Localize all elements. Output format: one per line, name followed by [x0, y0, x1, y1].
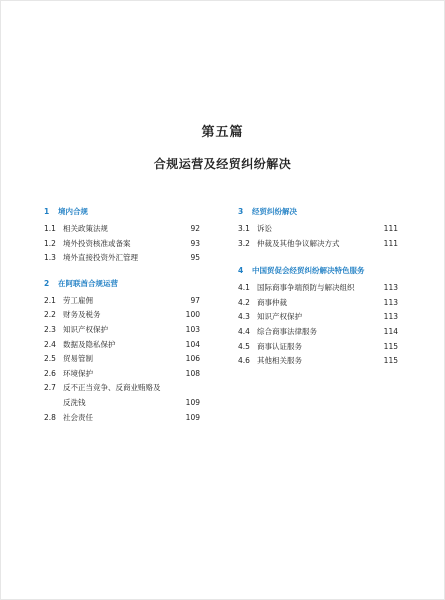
entry-title: 劳工雇佣 [63, 295, 93, 305]
entry-title: 相关政策法规 [63, 224, 108, 233]
entry-title: 数据及隐私保护 [63, 339, 116, 349]
part-title: 第五篇 [201, 125, 244, 140]
entry-number: 4.1 [238, 283, 250, 293]
toc-section-heading [238, 265, 398, 276]
entry-number: 2.2 [44, 310, 56, 320]
entry-title: 境外投资核准或备案 [63, 238, 131, 248]
entry-page: 109 [185, 397, 200, 407]
toc-entry[interactable] [44, 294, 200, 309]
entry-page: 100 [185, 310, 200, 320]
section-number: 2 [44, 278, 50, 288]
entry-page: 108 [185, 368, 200, 378]
toc-entry[interactable] [44, 237, 200, 252]
entry-number: 2.4 [44, 339, 56, 349]
entry-page: 115 [383, 341, 398, 351]
toc-entry[interactable] [238, 281, 398, 296]
entry-page: 93 [190, 238, 200, 248]
entry-number: 1.3 [44, 253, 56, 263]
entry-page: 97 [190, 295, 200, 305]
chapter-title: 合规运营及经贸纠纷解决 [153, 157, 292, 171]
entry-page: 113 [383, 297, 398, 307]
entry-number: 4.5 [238, 341, 250, 351]
entry-title: 诉讼 [257, 224, 272, 233]
section-title: 中国贸促会经贸纠纷解决特色服务 [252, 266, 365, 276]
entry-title: 社会责任 [63, 412, 93, 422]
entry-number: 4.3 [238, 312, 250, 322]
entry-number: 2.5 [44, 354, 56, 364]
entry-title-continuation: 反洗钱 [63, 397, 86, 407]
toc-entry[interactable] [238, 354, 398, 369]
toc-entry[interactable] [238, 222, 398, 237]
toc-section-heading [238, 206, 398, 217]
toc-entry[interactable] [44, 251, 200, 266]
entry-title: 环境保护 [63, 368, 93, 378]
toc-entry[interactable] [44, 411, 200, 426]
toc-entry[interactable] [44, 323, 200, 338]
entry-title: 反不正当竞争、反商业贿赂及 [63, 383, 161, 393]
entry-number: 1.2 [44, 238, 56, 248]
entry-page: 111 [383, 224, 398, 233]
toc-entry[interactable] [44, 308, 200, 323]
section-number: 1 [44, 207, 50, 216]
entry-number: 4.2 [238, 297, 250, 307]
toc-entry-continuation[interactable] [44, 396, 200, 411]
entry-title: 知识产权保护 [63, 324, 108, 334]
entry-title: 财务及税务 [63, 310, 101, 320]
entry-number: 1.1 [44, 224, 56, 233]
entry-page: 115 [383, 356, 398, 366]
toc-section-heading [44, 278, 200, 289]
toc-entry[interactable] [44, 352, 200, 367]
entry-title: 其他相关服务 [257, 356, 302, 366]
spacer [238, 251, 398, 265]
section-title: 在阿联酋合规运营 [58, 278, 118, 288]
entry-page: 113 [383, 283, 398, 293]
entry-title: 知识产权保护 [257, 312, 302, 322]
entry-number: 4.4 [238, 326, 250, 336]
toc-right-column [238, 206, 398, 369]
entry-page: 113 [383, 312, 398, 322]
entry-number: 4.6 [238, 356, 250, 366]
entry-number: 3.1 [238, 224, 250, 233]
entry-title: 综合商事法律服务 [257, 326, 317, 336]
toc-entry[interactable] [238, 340, 398, 355]
entry-title: 贸易管制 [63, 354, 93, 364]
entry-page: 106 [185, 354, 200, 364]
entry-title: 仲裁及其他争议解决方式 [257, 238, 340, 248]
section-number: 4 [238, 266, 244, 276]
toc-section-heading [44, 206, 200, 217]
entry-number: 2.1 [44, 295, 56, 305]
entry-number: 2.7 [44, 383, 56, 393]
toc-entry[interactable] [44, 222, 200, 237]
entry-number: 3.2 [238, 238, 250, 248]
spacer [44, 266, 200, 278]
toc-entry[interactable] [44, 381, 200, 396]
entry-title: 商事仲裁 [257, 297, 287, 307]
toc-entry[interactable] [44, 367, 200, 382]
entry-page: 103 [185, 324, 200, 334]
entry-page: 95 [190, 253, 200, 263]
entry-number: 2.6 [44, 368, 56, 378]
entry-page: 104 [185, 339, 200, 349]
entry-page: 111 [383, 238, 398, 248]
toc-entry[interactable] [238, 237, 398, 252]
entry-title: 国际商事争端预防与解决组织 [257, 283, 355, 293]
entry-title: 商事认证服务 [257, 341, 302, 351]
entry-page: 114 [383, 326, 398, 336]
toc-left-column [44, 206, 200, 425]
section-number: 3 [238, 207, 244, 216]
toc-entry[interactable] [238, 325, 398, 340]
entry-title: 境外直接投资外汇管理 [63, 253, 138, 263]
section-title: 境内合规 [58, 207, 88, 216]
toc-entry[interactable] [238, 296, 398, 311]
entry-number: 2.8 [44, 412, 56, 422]
entry-page: 109 [185, 412, 200, 422]
entry-page: 92 [190, 224, 200, 233]
section-title: 经贸纠纷解决 [252, 207, 297, 216]
entry-number: 2.3 [44, 324, 56, 334]
toc-entry[interactable] [44, 338, 200, 353]
toc-entry[interactable] [238, 310, 398, 325]
